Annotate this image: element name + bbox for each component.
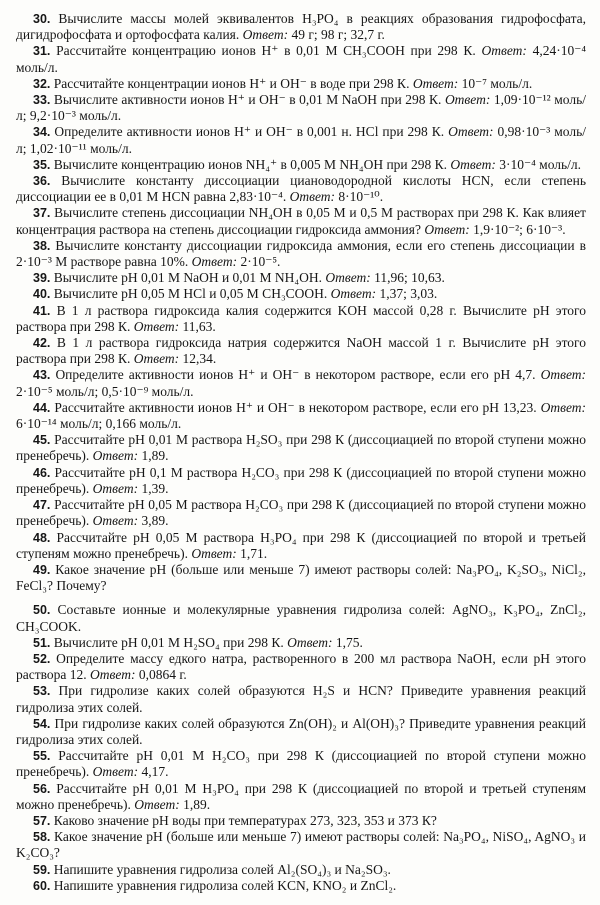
answer-value: 49 г; 98 г; 32,7 г. [291,27,385,43]
problem-item [16,651,586,683]
problem-text: Рассчитайте pH 0,01 М H₃PO₄ при 298 К (диссоциацией по второй и третьей ступеням можно пренебречь). [16,780,586,812]
answer-label: Ответ: [481,43,527,59]
problem-item [16,11,586,43]
problem-text: При гидролизе каких солей образуются H₂S и HCN? Приведите уравнения реакций гидролиза этих солей. [16,683,586,715]
problem-number: 60. [33,878,51,893]
problem-text: Напишите уравнения гидролиза солей KCN, KNO₂ и ZnCl₂. [53,877,397,893]
problem-number: 50. [33,603,51,618]
answer-label: Ответ: [92,764,139,780]
problem-item [16,562,586,594]
problem-answer [89,513,168,528]
problem-answer [284,635,363,650]
problem-item [16,303,586,335]
problem-number: 44. [33,400,51,415]
answer-label: Ответ: [325,270,371,286]
problem-item [16,124,586,156]
problem-item [16,270,586,286]
problem-item [16,173,586,205]
answer-value: 3·10⁻⁴ моль/л. [499,156,582,172]
answer-value: 4,17. [141,764,169,780]
answer-label: Ответ: [134,796,180,812]
problem-item [16,465,586,497]
problem-answer [327,286,437,301]
problem-text: Рассчитайте pH 0,05 М раствора H₂CO₃ при 298 К (диссоциацией по второй ступени можно пренебречь). [16,497,586,529]
problem-text: Вычислите pH 0,05 М HCl и 0,05 М CH₃COOH. [53,286,328,302]
problem-text: Рассчитайте pH 0,1 М раствора H₂CO₃ при 298 К (диссоциацией по второй ступени можно пренебречь). [16,464,587,496]
answer-value: 2·10⁻⁵. [240,254,281,270]
problem-text: Напишите уравнения гидролиза солей Al₂(SO₄)₃ и Na₂SO₃. [53,861,391,877]
problem-answer [87,667,187,682]
answer-label: Ответ: [287,634,333,650]
answer-value: 3,89. [141,513,169,529]
answer-label: Ответ: [424,221,470,237]
problem-number: 43. [33,368,51,383]
problem-number: 48. [33,530,51,545]
answer-value: 6·10⁻¹⁴ моль/л; 0,166 моль/л. [16,416,182,432]
problem-item [16,432,586,464]
answer-label: Ответ: [133,318,180,334]
problem-answer [421,222,566,237]
problem-number: 41. [33,303,51,318]
problem-item [16,286,586,302]
answer-value: 1,75. [335,634,363,650]
problem-number: 58. [33,830,51,845]
problem-item [16,602,586,634]
problem-number: 32. [33,76,51,91]
problem-text: Каково значение pH воды при температурах 273, 323, 353 и 373 К? [53,812,437,828]
problem-number: 34. [33,125,51,140]
problem-item [16,205,586,237]
answer-value: 11,96; 10,63. [374,270,445,286]
answer-value: 1,89. [141,448,169,464]
answer-value: 1,9·10⁻²; 6·10⁻³. [473,221,566,237]
problem-text: Рассчитайте pH 0,05 М раствора H₃PO₄ при 298 К (диссоциацией по второй и третьей ступеням можно пренебречь). [16,529,586,561]
problem-item [16,43,586,75]
problem-text: Рассчитайте активности ионов H⁺ и OH⁻ в некотором растворе, если его pH 13,23. [54,399,537,415]
problem-item [16,862,586,878]
problem-item [16,530,586,562]
problem-answer [89,764,168,779]
answer-value: 11,63. [182,318,216,334]
problem-text: Вычислите константу диссоциации циановодородной кислоты HCN, если степень диссоциации ее в 0,01 М HCN равна 2,83·10⁻⁴. [16,173,586,205]
answer-label: Ответ: [289,189,336,205]
answer-value: 1,37; 3,03. [379,286,438,302]
answer-value: 8·10⁻¹⁰. [338,189,384,205]
problem-item [16,813,586,829]
problem-answer [188,546,267,561]
problem-text: Определите активности ионов H⁺ и OH⁻ в 0,001 н. HCl при 298 К. [54,124,445,140]
problem-text: Вычислите степень диссоциации NH₄OH в 0,05 М и 0,5 М растворах при 298 К. Как влияет концентрация раствора на степень диссоциации гидроксида аммония? [16,205,587,237]
answer-value: 12,34. [182,351,217,367]
problem-text: Вычислите концентрацию ионов NH₄⁺ в 0,005 М NH₄OH при 298 К. [53,156,448,172]
problem-text: Вычислите константу диссоциации гидроксида аммония, если его степень диссоциации в 2·10⁻³ М растворе равна 10%. [16,237,586,270]
problem-number: 54. [33,716,51,731]
problem-answer [131,797,210,812]
problem-number: 53. [33,684,51,699]
answer-value: 4,24·10⁻⁴ моль/л. [16,43,587,75]
problem-answer [239,27,385,42]
problem-text: При гидролизе каких солей образуются Zn(OH)₂ и Al(OH)₃? Приведите уравнения реакций гидролиза этих солей. [16,715,586,747]
problem-text: Рассчитайте концентрацию ионов H⁺ в 0,01 М CH₃COOH при 298 К. [56,43,476,59]
problem-item [16,367,586,399]
answer-label: Ответ: [191,254,238,270]
problem-answer [188,254,280,269]
answer-label: Ответ: [450,156,496,172]
problem-text: В 1 л раствора гидроксида натрия содержится NaOH массой 1 г. Вычислите pH этого раствора при 298 К. [16,335,587,367]
answer-label: Ответ: [242,27,289,43]
problem-number: 52. [33,651,51,666]
problem-answer [89,448,168,463]
problem-text: Определите массу едкого натра, растворенного в 200 мл раствора NaOH, если pH этого раствора 12. [16,650,587,683]
answer-label: Ответ: [444,92,491,108]
problem-text: Вычислите pH 0,01 М NaOH и 0,01 М NH₄OH. [53,270,322,286]
problem-answer [130,319,215,334]
problem-text: Вычислите массы молей эквивалентов H₃PO₄ в реакциях образования гидрофосфата, дигидрофосфата и ортофосфата калия. [16,11,587,43]
problem-text: Какое значение pH (больше или меньше 7) имеют растворы солей: Na₃PO₄, NiSO₄, AgNO₃ и K₂CO₃? [16,829,586,861]
problem-number: 51. [33,635,51,650]
problem-text: Рассчитайте концентрации ионов H⁺ и OH⁻ в воде при 298 К. [53,75,410,91]
answer-value: 1,09·10⁻¹² моль/л; 9,2·10⁻³ моль/л. [16,92,586,124]
problem-text: Какое значение pH (больше или меньше 7) имеют растворы солей: Na₃PO₄, K₂SO₃, NiCl₂, FeCl₃? Почему? [16,561,586,594]
problem-item [16,497,586,529]
answer-value: 0,0864 г. [138,667,187,683]
problem-number: 36. [33,174,51,189]
problem-text: Вычислите pH 0,01 М H₂SO₄ при 298 К. [53,634,284,650]
problem-item [16,238,586,270]
problem-number: 35. [33,157,51,172]
answer-label: Ответ: [92,448,139,464]
problem-item [16,683,586,715]
problem-number: 38. [33,238,51,253]
problem-answer [286,189,383,204]
answer-label: Ответ: [92,480,139,496]
answer-value: 10⁻⁷ моль/л. [461,75,533,91]
problem-number: 46. [33,465,51,480]
problem-answer [322,270,445,285]
answer-value: 0,98·10⁻³ моль/л; 1,02·10⁻¹¹ моль/л. [16,124,587,156]
answer-label: Ответ: [540,399,587,415]
answer-value: 1,89. [183,796,211,812]
answer-label: Ответ: [191,545,237,561]
problem-text: Вычислите активности ионов H⁺ и OH⁻ в 0,01 М NaOH при 298 К. [53,92,442,108]
problem-item [16,716,586,748]
problem-item [16,157,586,173]
answer-label: Ответ: [133,351,180,367]
problem-number: 45. [33,433,51,448]
problem-item [16,76,586,92]
problem-number: 49. [33,562,51,577]
problem-text: Определите активности ионов H⁺ и OH⁻ в некотором растворе, если его pH 4,7. [55,367,536,383]
problem-list [16,11,586,894]
problem-number: 56. [33,781,51,796]
problem-text: В 1 л раствора гидроксида калия содержится KOH массой 0,28 г. Вычислите pH этого раствора при 298 К. [16,302,587,334]
problem-item [16,829,586,861]
problem-answer [447,157,581,172]
problem-number: 33. [33,93,51,108]
problem-number: 42. [33,336,51,351]
problem-item [16,748,586,780]
problem-text: Рассчитайте pH 0,01 М раствора H₂SO₃ при 298 К (диссоциацией по второй ступени можно пренебречь). [16,432,587,464]
problem-number: 55. [33,749,51,764]
answer-value: 1,39. [141,480,169,496]
problem-item [16,878,586,894]
problem-number: 57. [33,813,51,828]
problem-text: Рассчитайте pH 0,01 М H₂CO₃ при 298 К (диссоциацией по второй ступени можно пренебречь). [16,748,586,780]
problem-answer [89,481,168,496]
problem-number: 40. [33,287,51,302]
answer-value: 1,71. [240,545,268,561]
problem-number: 30. [33,12,51,26]
problem-number: 31. [33,44,51,59]
answer-label: Ответ: [540,367,587,383]
problem-item [16,92,586,124]
problem-item [16,335,586,367]
problem-item [16,781,586,813]
answer-label: Ответ: [92,513,139,529]
answer-label: Ответ: [330,286,377,302]
problem-item [16,635,586,651]
problem-number: 59. [33,862,51,877]
problem-number: 39. [33,271,51,286]
problem-text: Составьте ионные и молекулярные уравнения гидролиза солей: AgNO₃, K₃PO₄, ZnCl₂, CH₃COOK. [16,602,586,634]
answer-label: Ответ: [90,667,136,683]
answer-label: Ответ: [448,124,494,140]
answer-label: Ответ: [412,75,459,91]
problem-number: 47. [33,498,51,513]
problem-answer [409,76,532,91]
problem-number: 37. [33,206,51,221]
answer-value: 2·10⁻⁵ моль/л; 0,5·10⁻⁹ моль/л. [16,383,194,399]
problem-answer [130,351,216,366]
problem-item [16,400,586,432]
